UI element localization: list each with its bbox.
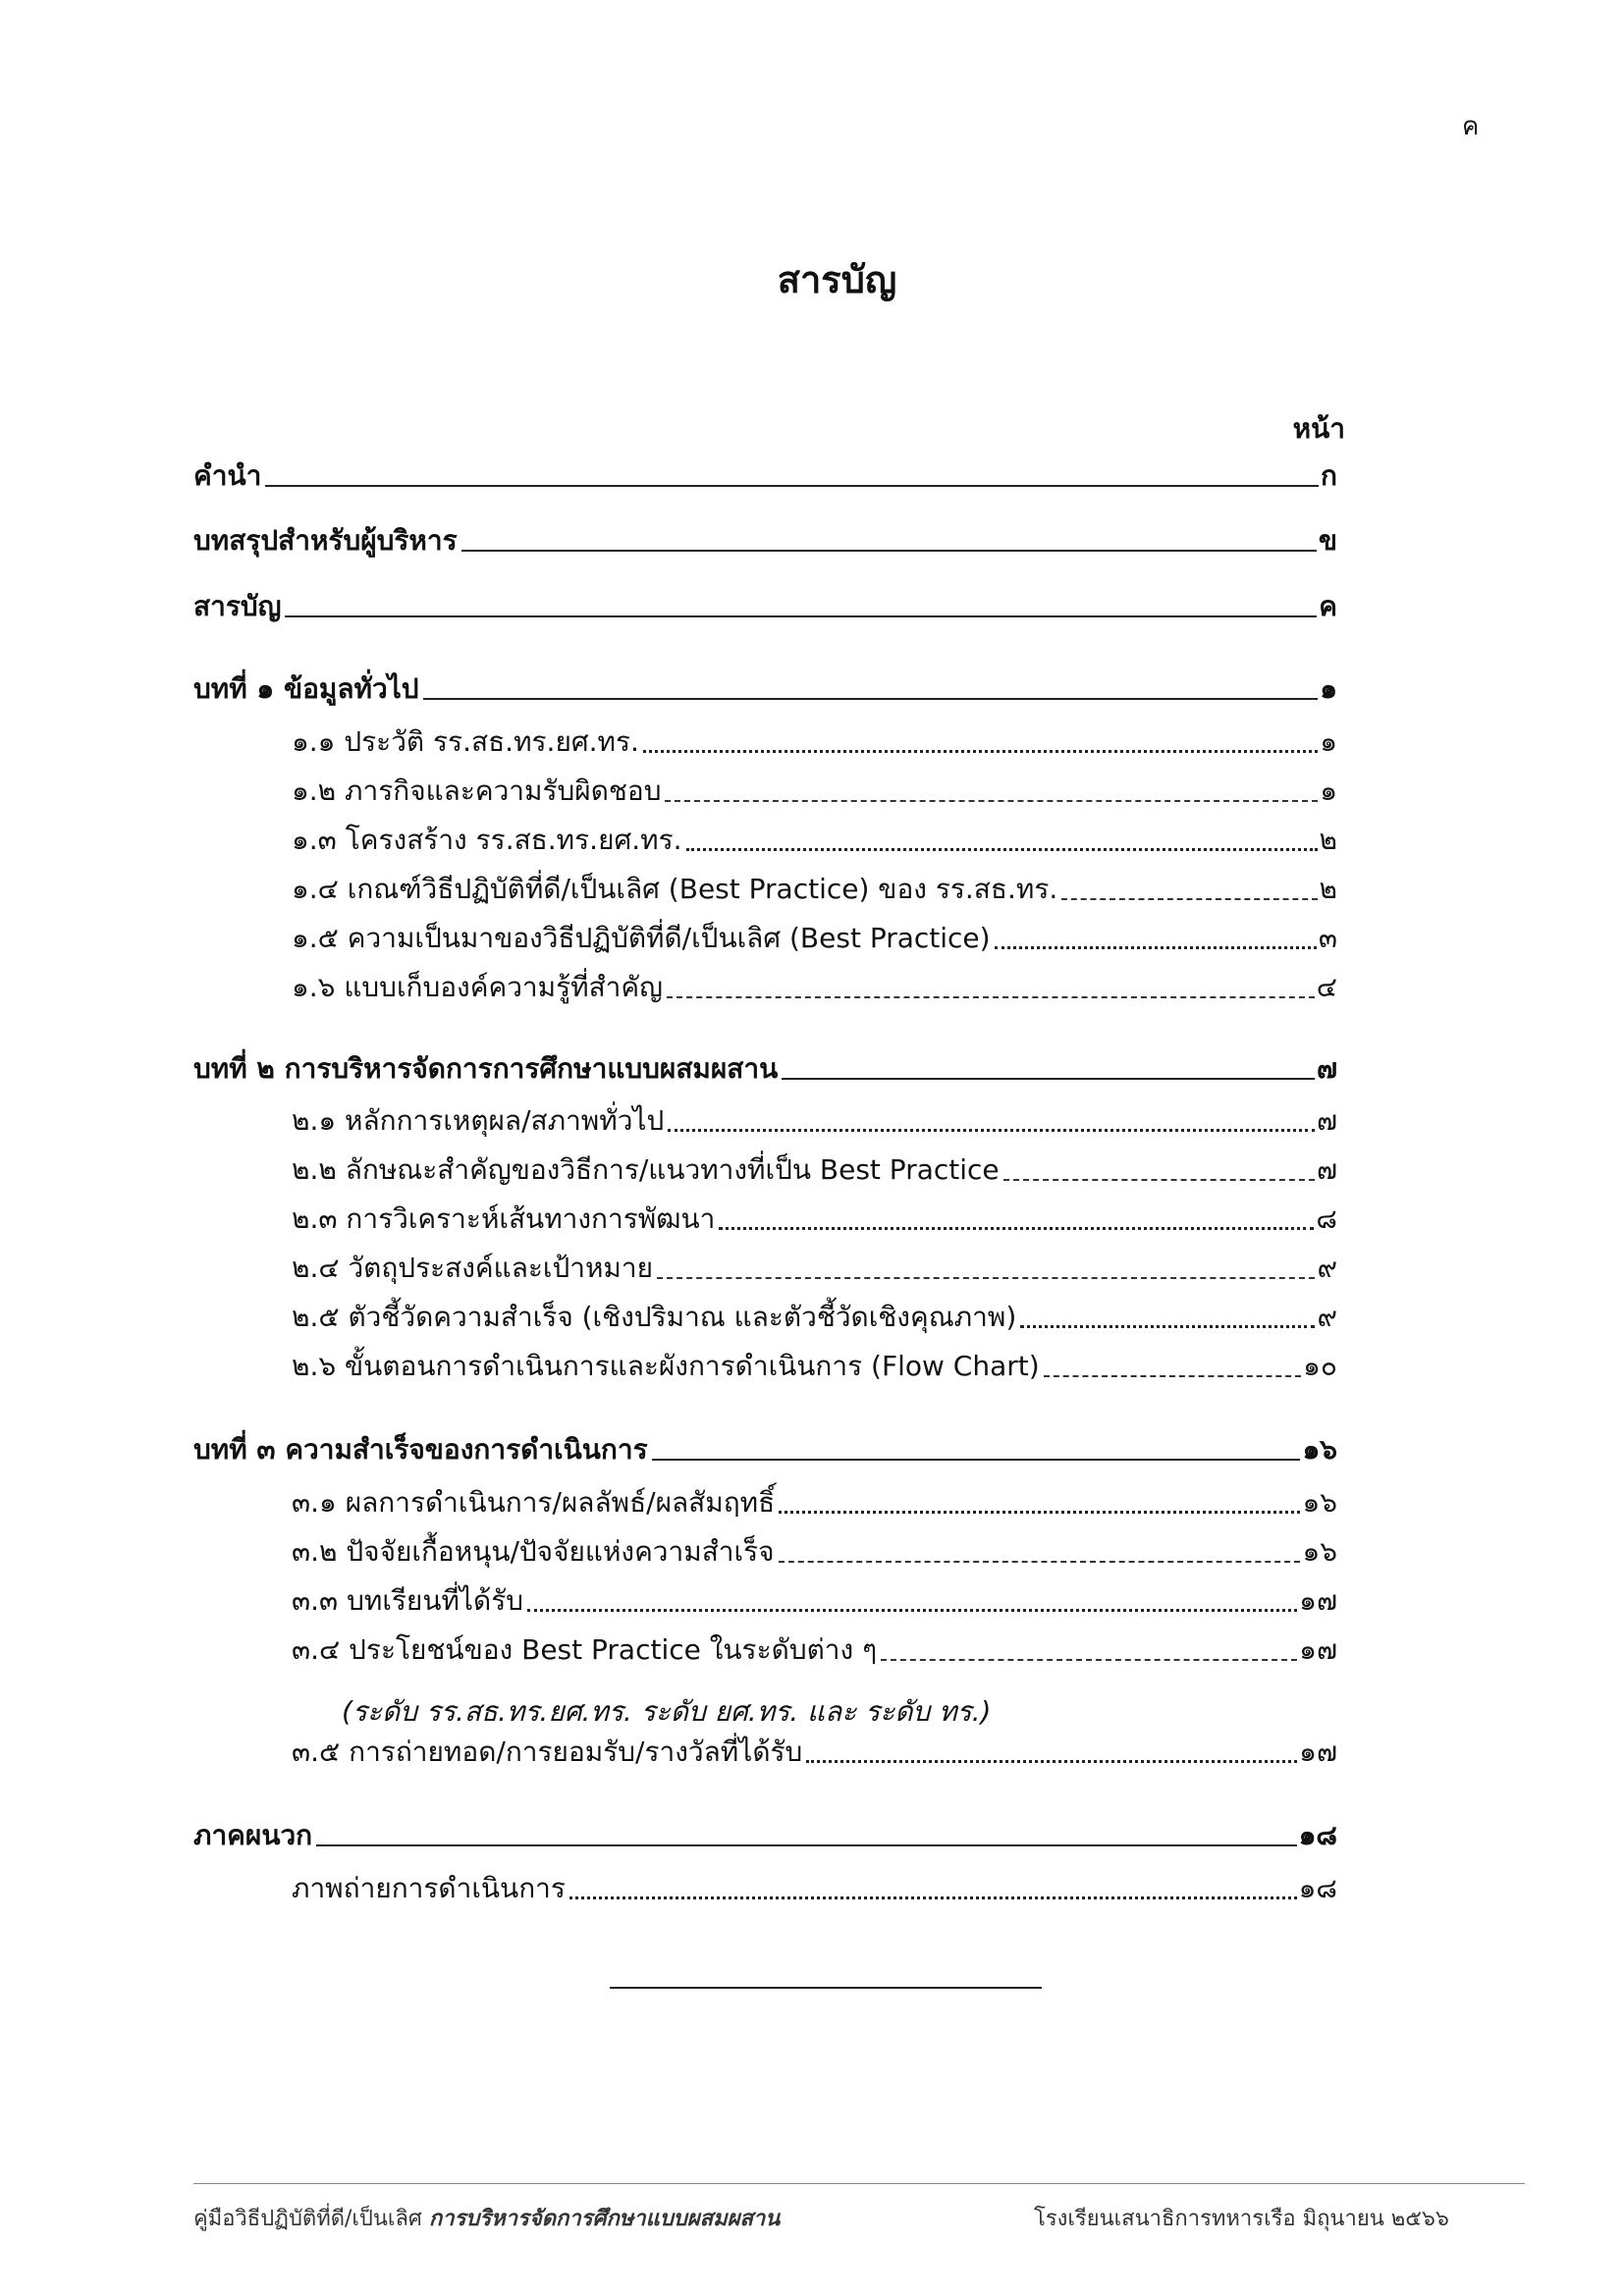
leader-line bbox=[686, 848, 1318, 851]
toc-entry-label: ๒.๑ หลักการเหตุผล/สภาพทั่วไป bbox=[292, 1104, 665, 1137]
leader-line bbox=[657, 1277, 1315, 1279]
toc-entry-chapter-1[interactable] bbox=[193, 672, 1337, 706]
toc-entry-page: ๑๗ bbox=[1299, 1584, 1337, 1617]
page-title: สารบัญ bbox=[777, 258, 897, 301]
toc-entry-page: ๓ bbox=[1318, 922, 1337, 954]
toc-entry-1-4[interactable] bbox=[292, 873, 1337, 906]
toc-entry-page: ก bbox=[1321, 459, 1337, 492]
leader-line bbox=[667, 996, 1315, 998]
toc-entry-page: ๙ bbox=[1317, 1301, 1337, 1333]
toc-entry-page: ๑๐ bbox=[1303, 1350, 1337, 1382]
toc-entry-2-4[interactable] bbox=[292, 1252, 1337, 1285]
toc-entry-label: ๑.๒ ภารกิจและความรับผิดชอบ bbox=[292, 774, 662, 807]
toc-entry-page: ๗ bbox=[1316, 1153, 1337, 1186]
toc-entry-3-4-note: (ระดับ รร.สธ.ทร.ยศ.ทร. ระดับ ยศ.ทร. และ ระดับ ทร.) bbox=[342, 1695, 992, 1728]
leader-line bbox=[461, 550, 1317, 552]
leader-line bbox=[652, 1459, 1301, 1461]
toc-entry-page: ค bbox=[1319, 590, 1337, 622]
toc-entry-page: ๑๖ bbox=[1302, 1486, 1337, 1519]
footer-left-emphasis: การบริหารจัดการศึกษาแบบผสมผสาน bbox=[428, 2207, 781, 2231]
toc-entry-page: ๙ bbox=[1317, 1252, 1337, 1284]
toc-entry-page: ข bbox=[1318, 524, 1337, 557]
toc-entry-3-4[interactable] bbox=[292, 1633, 1337, 1667]
leader-line bbox=[719, 1227, 1314, 1230]
toc-entry-label: สารบัญ bbox=[193, 590, 282, 622]
toc-entry-1-6[interactable] bbox=[292, 971, 1337, 1004]
leader-line bbox=[265, 485, 1319, 487]
leader-line bbox=[779, 1511, 1300, 1514]
toc-entry-2-5[interactable] bbox=[292, 1301, 1337, 1334]
leader-line bbox=[423, 698, 1319, 700]
leader-line bbox=[806, 1760, 1297, 1763]
toc-entry-label: ๑.๔ เกณฑ์วิธีปฏิบัติที่ดี/เป็นเลิศ (Best Practice) ของ รร.สธ.ทร. bbox=[292, 873, 1058, 905]
leader-line bbox=[881, 1659, 1297, 1661]
toc-entry-label: ภาคผนวก bbox=[193, 1819, 313, 1851]
toc-entry-3-1[interactable] bbox=[292, 1486, 1337, 1520]
toc-entry-label: ๒.๖ ขั้นตอนการดำเนินการและผังการดำเนินการ (Flow Chart) bbox=[292, 1350, 1040, 1382]
toc-entry-label: ๓.๔ ประโยชน์ของ Best Practice ในระดับต่าง ๆ bbox=[292, 1633, 878, 1666]
toc-entry-page: ๗ bbox=[1316, 1104, 1337, 1137]
toc-entry-page: ๑๖ bbox=[1302, 1433, 1337, 1466]
toc-entry-page: ๑ bbox=[1320, 725, 1337, 758]
toc-entry-label: ๓.๒ ปัจจัยเกื้อหนุน/ปัจจัยแห่งความสำเร็จ bbox=[292, 1535, 775, 1568]
toc-entry-2-2[interactable] bbox=[292, 1153, 1337, 1187]
toc-entry-1-2[interactable] bbox=[292, 774, 1337, 808]
toc-entry-page: ๑๘ bbox=[1298, 1872, 1337, 1904]
leader-line bbox=[643, 750, 1318, 753]
toc-entry-foreword[interactable] bbox=[193, 459, 1337, 493]
toc-entry-label: ๓.๓ บทเรียนที่ได้รับ bbox=[292, 1584, 524, 1617]
leader-line bbox=[668, 1129, 1315, 1132]
toc-entry-page: ๑๘ bbox=[1298, 1819, 1337, 1851]
toc-entry-label: ภาพถ่ายการดำเนินการ bbox=[292, 1872, 566, 1904]
toc-entry-label: บทที่ ๑ ข้อมูลทั่วไป bbox=[193, 672, 419, 705]
toc-entry-label: คำนำ bbox=[193, 459, 262, 492]
toc-entry-2-3[interactable] bbox=[292, 1202, 1337, 1236]
toc-entry-label: ๓.๑ ผลการดำเนินการ/ผลลัพธ์/ผลสัมฤทธิ์ bbox=[292, 1486, 776, 1519]
leader-line bbox=[285, 615, 1317, 617]
footer-left bbox=[193, 2201, 780, 2235]
page-number: ค bbox=[1462, 112, 1480, 141]
toc-entry-page: ๒ bbox=[1319, 824, 1337, 856]
toc-entry-page: ๑๗ bbox=[1299, 1735, 1337, 1768]
toc-entry-chapter-2[interactable] bbox=[193, 1052, 1337, 1086]
toc-entry-label: ๑.๕ ความเป็นมาของวิธีปฏิบัติที่ดี/เป็นเลิศ (Best Practice) bbox=[292, 922, 991, 954]
toc-entry-appendix-photos[interactable] bbox=[292, 1872, 1337, 1905]
toc-entry-3-3[interactable] bbox=[292, 1584, 1337, 1618]
footer-left-prefix: คู่มือวิธีปฏิบัติที่ดี/เป็นเลิศ bbox=[193, 2207, 429, 2231]
toc-entry-page: ๘ bbox=[1316, 1202, 1337, 1235]
toc-entry-page: ๗ bbox=[1316, 1052, 1337, 1085]
leader-line bbox=[1020, 1325, 1315, 1328]
toc-entry-executive-summary[interactable] bbox=[193, 524, 1337, 558]
toc-entry-contents[interactable] bbox=[193, 590, 1337, 623]
leader-line bbox=[527, 1609, 1297, 1612]
toc-entry-label: บทที่ ๒ การบริหารจัดการการศึกษาแบบผสมผสาน bbox=[193, 1052, 779, 1085]
leader-line bbox=[1003, 1179, 1315, 1181]
footer-right: โรงเรียนเสนาธิการทหารเรือ มิถุนายน ๒๕๖๖ bbox=[1034, 2207, 1449, 2231]
leader-line bbox=[995, 946, 1317, 949]
footer-divider bbox=[193, 2183, 1525, 2184]
toc-entry-page: ๑ bbox=[1320, 774, 1337, 807]
toc-entry-1-5[interactable] bbox=[292, 922, 1337, 955]
leader-line bbox=[1061, 898, 1317, 900]
toc-entry-chapter-3[interactable] bbox=[193, 1433, 1337, 1467]
toc-entry-label: ๒.๕ ตัวชี้วัดความสำเร็จ (เชิงปริมาณ และตัวชี้วัดเชิงคุณภาพ) bbox=[292, 1301, 1017, 1333]
end-divider bbox=[610, 1987, 1042, 1989]
leader-line bbox=[1044, 1375, 1301, 1377]
toc-entry-label: ๒.๓ การวิเคราะห์เส้นทางการพัฒนา bbox=[292, 1202, 716, 1235]
toc-entry-page: ๑ bbox=[1320, 672, 1337, 705]
leader-line bbox=[665, 800, 1318, 802]
toc-entry-label: ๑.๖ แบบเก็บองค์ความรู้ที่สำคัญ bbox=[292, 971, 663, 1003]
toc-entry-2-1[interactable] bbox=[292, 1104, 1337, 1138]
toc-entry-label: ๓.๕ การถ่ายทอด/การยอมรับ/รางวัลที่ได้รับ bbox=[292, 1735, 803, 1768]
toc-entry-label: ๑.๓ โครงสร้าง รร.สธ.ทร.ยศ.ทร. bbox=[292, 824, 682, 856]
toc-entry-label: บทสรุปสำหรับผู้บริหาร bbox=[193, 524, 458, 557]
toc-entry-3-5[interactable] bbox=[292, 1735, 1337, 1769]
toc-entry-page: ๑๗ bbox=[1299, 1633, 1337, 1666]
page-column-header: หน้า bbox=[1292, 412, 1345, 445]
toc-entry-appendix[interactable] bbox=[193, 1819, 1337, 1852]
leader-line bbox=[782, 1078, 1315, 1080]
toc-entry-1-3[interactable] bbox=[292, 824, 1337, 857]
toc-entry-label: ๒.๔ วัตถุประสงค์และเป้าหมาย bbox=[292, 1252, 654, 1284]
toc-entry-label: ๒.๒ ลักษณะสำคัญของวิธีการ/แนวทางที่เป็น Best Practice bbox=[292, 1153, 1000, 1186]
leader-line bbox=[779, 1561, 1301, 1563]
leader-line bbox=[316, 1844, 1296, 1846]
toc-entry-label: บทที่ ๓ ความสำเร็จของการดำเนินการ bbox=[193, 1433, 648, 1466]
leader-line bbox=[569, 1896, 1297, 1899]
toc-entry-page: ๒ bbox=[1319, 873, 1337, 905]
toc-entry-2-6[interactable] bbox=[292, 1350, 1337, 1383]
toc-entry-1-1[interactable] bbox=[292, 725, 1337, 759]
toc-entry-3-2[interactable] bbox=[292, 1535, 1337, 1569]
toc-entry-label: ๑.๑ ประวัติ รร.สธ.ทร.ยศ.ทร. bbox=[292, 725, 639, 758]
toc-entry-page: ๑๖ bbox=[1302, 1535, 1337, 1568]
toc-entry-page: ๔ bbox=[1316, 971, 1337, 1003]
